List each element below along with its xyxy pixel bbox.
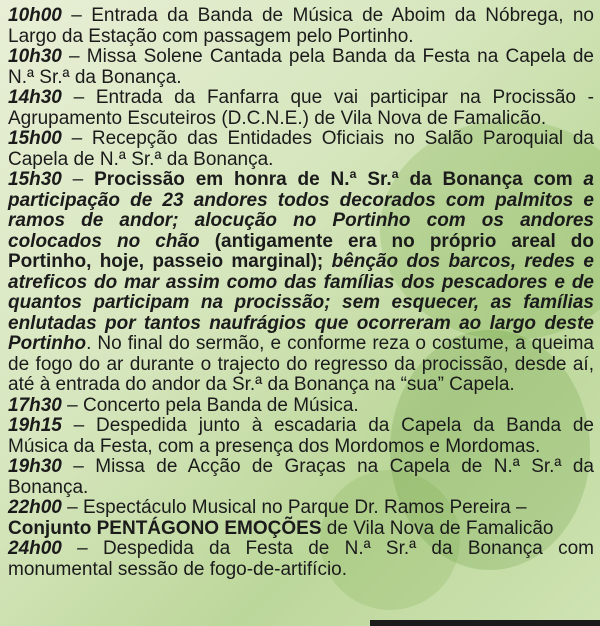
entry-time: 10h00 — [8, 5, 62, 26]
procession-parenthetical: (antigamente era no próprio areal do Portinho, hoje, passeio marginal); — [8, 230, 594, 272]
programme-entry — [8, 416, 594, 457]
conjunto-entry — [8, 519, 594, 540]
conjunto-text: de Vila Nova de Famalicão — [321, 517, 554, 539]
entry-time: 15h00 — [8, 128, 62, 149]
entry-text: – Espectáculo Musical no Parque Dr. Ramos Pereira – — [61, 497, 527, 518]
programme-entry — [8, 47, 594, 88]
entry-text: – Missa Solene Cantada pela Banda da Festa na Capela de N.ª Sr.ª da Bonança. — [8, 46, 594, 88]
entry-dash: – — [61, 169, 95, 190]
entry-time: 15h30 — [8, 169, 62, 190]
procession-details: a participação de 23 andores todos decorados com palmitos e ramos de andor; alocução no Portinho com os andores colocados no chão — [8, 169, 595, 252]
entry-text: – Entrada da Fanfarra que vai participar na Procissão - Agrupamento Escuteiros (D.C.N.E.) de Vila Nova de Famalicão. — [8, 87, 594, 129]
entry-text: – Despedida junto à escadaria da Capela da Banda de Música da Festa, com a presença dos Mordomos e Mordomas. — [8, 415, 594, 457]
programme-entry — [8, 129, 594, 170]
entry-text: – Missa de Acção de Graças na Capela de N.ª Sr.ª da Bonança. — [8, 456, 594, 498]
entry-time: 22h00 — [8, 497, 62, 518]
entry-time: 19h15 — [8, 415, 62, 436]
entry-time: 24h00 — [8, 538, 62, 559]
conjunto-name: Conjunto PENTÁGONO EMOÇÕES — [8, 517, 322, 539]
dark-strip — [370, 620, 600, 626]
programme-entry — [8, 498, 594, 519]
procession-entry — [8, 170, 594, 396]
entry-time: 19h30 — [8, 456, 62, 477]
programme-entry — [8, 396, 594, 417]
procession-rest: . No final do sermão, e conforme reza o costume, a queima de fogo do ar durante o trajecto do regresso da procissão, desde aí, até à entrada do andor da Sr.ª da Bonança na “sua” Capela. — [8, 333, 594, 395]
entry-text: – Recepção das Entidades Oficiais no Salão Paroquial da Capela de N.ª Sr.ª da Bonança. — [8, 128, 594, 170]
programme-entry — [8, 539, 594, 580]
entry-time: 10h30 — [8, 46, 62, 67]
procession-blessing: bênção dos barcos, redes e atreficos do mar assim como das famílias dos pescadores e de quantos participam na procissão; sem esquecer, as famílias enlutadas por tantos naufrágios que ocorreram ao largo deste Portinho — [8, 251, 594, 354]
entry-time: 17h30 — [8, 394, 62, 416]
programme-text — [8, 6, 594, 580]
entry-text: – Despedida da Festa de N.ª Sr.ª da Bonança com monumental sessão de fogo-de-artifício. — [8, 538, 594, 580]
programme-entry — [8, 6, 594, 47]
programme-entry — [8, 88, 594, 129]
entry-text: – Entrada da Banda de Música de Aboim da Nóbrega, no Largo da Estação com passagem pelo Portinho. — [8, 5, 594, 47]
procession-lead: Procissão em honra de N.ª Sr.ª da Bonança com — [94, 169, 573, 190]
programme-entry — [8, 457, 594, 498]
entry-text: – Concerto pela Banda de Música. — [61, 394, 359, 416]
entry-time: 14h30 — [8, 87, 62, 108]
